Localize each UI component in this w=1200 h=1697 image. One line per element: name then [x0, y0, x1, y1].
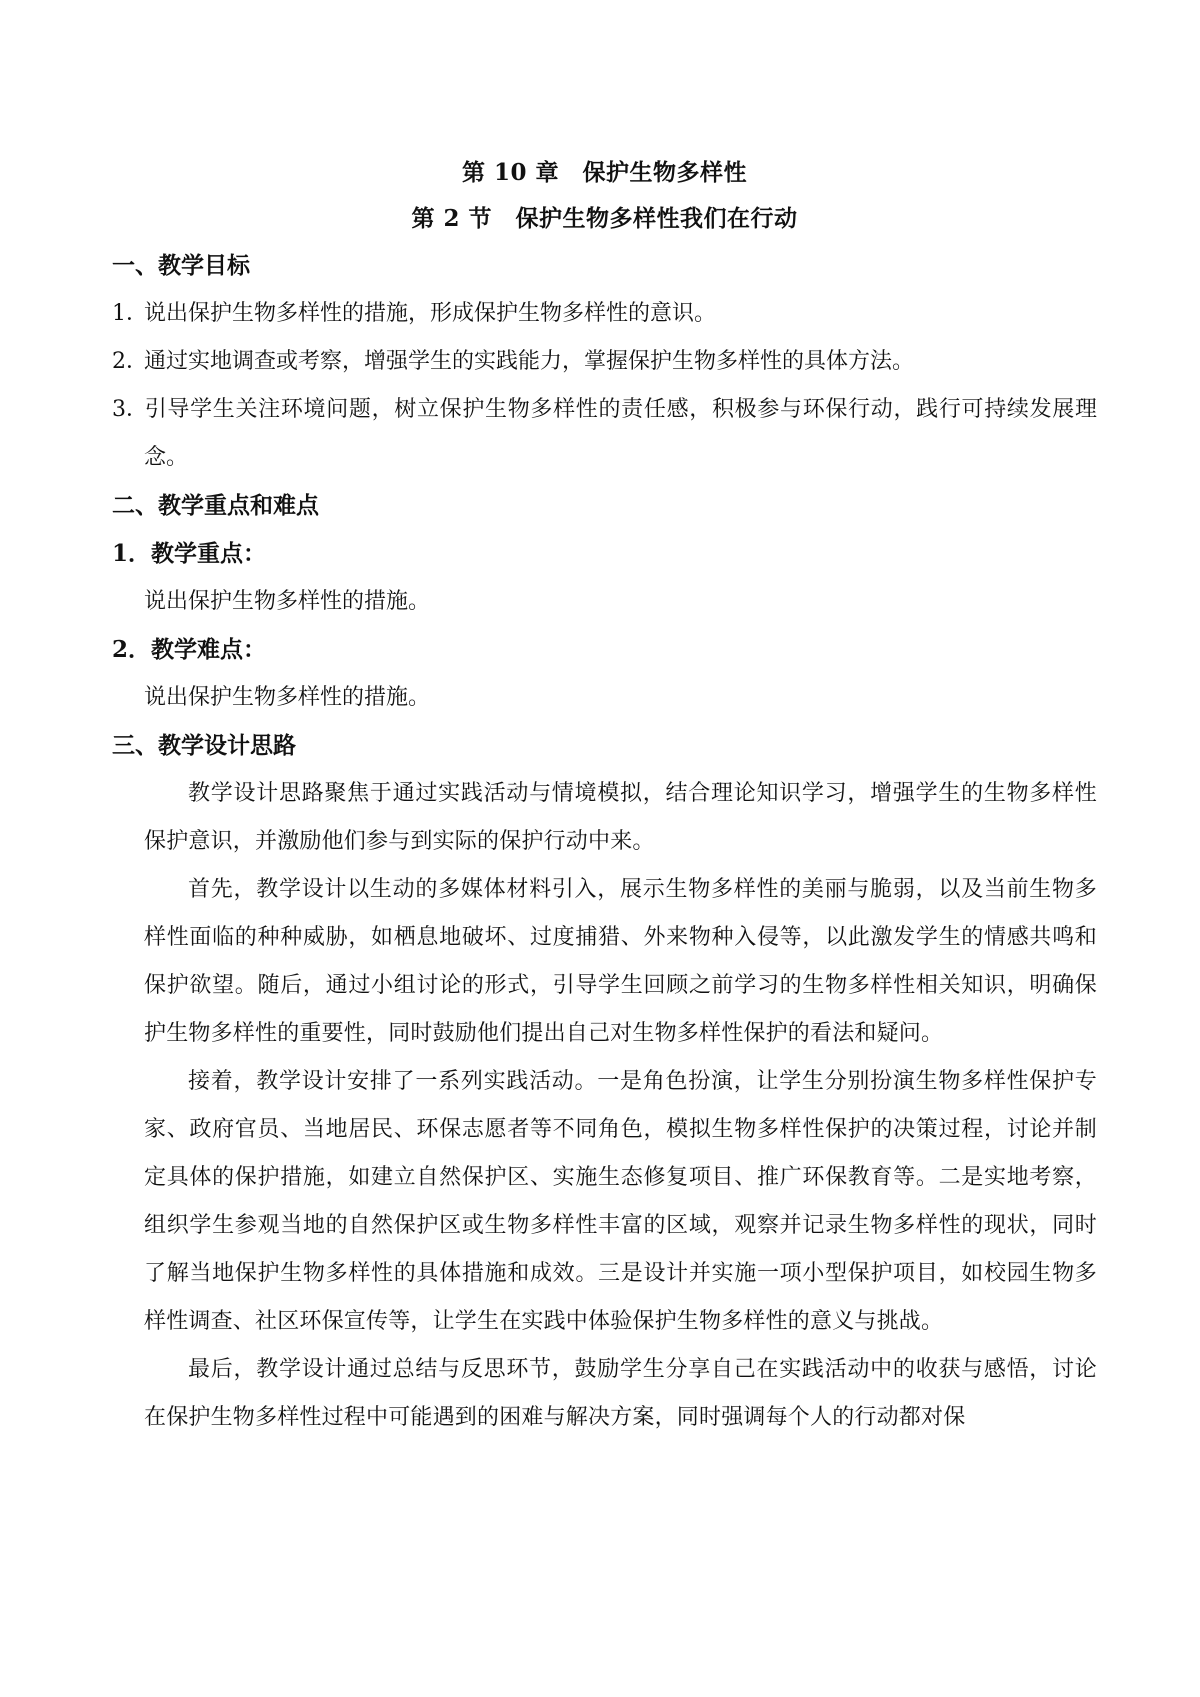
objective-text: 说出保护生物多样性的措施，形成保护生物多样性的意识。: [144, 301, 717, 326]
design-paragraph: 最后，教学设计通过总结与反思环节，鼓励学生分享自己在实践活动中的收获与感悟，讨论在保护生物多样性过程中可能遇到的困难与解决方案，同时强调每个人的行动都对保: [144, 1357, 1097, 1430]
key-point-text: 说出保护生物多样性的措施。: [144, 589, 431, 614]
objective-item: [112, 386, 1097, 482]
design-paragraph: 接着，教学设计安排了一系列实践活动。一是角色扮演，让学生分别扮演生物多样性保护专家、政府官员、当地居民、环保志愿者等不同角色，模拟生物多样性保护的决策过程，讨论并制定具体的保护措施，如建立自然保护区、实施生态修复项目、推广环保教育等。二是实地考察，组织学生参观当地的自然保护区或生物多样性丰富的区域，观察并记录生物多样性的现状，同时了解当地保护生物多样性的具体措施和成效。三是设计并实施一项小型保护项目，如校园生物多样性调查、社区环保宣传等，让学生在实践中体验保护生物多样性的意义与挑战。: [144, 1069, 1097, 1334]
document-body: [112, 150, 1097, 1442]
objective-text: 通过实地调查或考察，增强学生的实践能力，掌握保护生物多样性的具体方法。: [144, 349, 915, 374]
objective-number: 2．: [112, 349, 148, 374]
objective-number: 3．: [112, 397, 148, 422]
design-paragraph: 首先，教学设计以生动的多媒体材料引入，展示生物多样性的美丽与脆弱，以及当前生物多样性面临的种种威胁，如栖息地破坏、过度捕猎、外来物种入侵等，以此激发学生的情感共鸣和保护欲望。随后，通过小组讨论的形式，引导学生回顾之前学习的生物多样性相关知识，明确保护生物多样性的重要性，同时鼓励他们提出自己对生物多样性保护的看法和疑问。: [144, 877, 1097, 1046]
objective-item: [112, 290, 1097, 338]
heading-key-and-difficult-points: 二、教学重点和难点: [112, 492, 319, 519]
difficult-point-text: 说出保护生物多样性的措施。: [144, 685, 431, 710]
section-title: 第 2 节 保护生物多样性我们在行动: [411, 205, 798, 232]
heading-teaching-objectives: 一、教学目标: [112, 252, 250, 279]
subheading-difficult-point: 2．教学难点：: [112, 636, 267, 663]
objective-item: [112, 338, 1097, 386]
objective-text: 引导学生关注环境问题，树立保护生物多样性的责任感，积极参与环保行动，践行可持续发展理念。: [144, 397, 1097, 470]
objective-number: 1．: [112, 301, 148, 326]
heading-design-approach: 三、教学设计思路: [112, 732, 296, 759]
chapter-title: 第 10 章 保护生物多样性: [461, 159, 748, 186]
subheading-key-point: 1．教学重点：: [112, 540, 267, 567]
design-paragraph: 教学设计思路聚焦于通过实践活动与情境模拟，结合理论知识学习，增强学生的生物多样性保护意识，并激励他们参与到实际的保护行动中来。: [144, 781, 1097, 854]
